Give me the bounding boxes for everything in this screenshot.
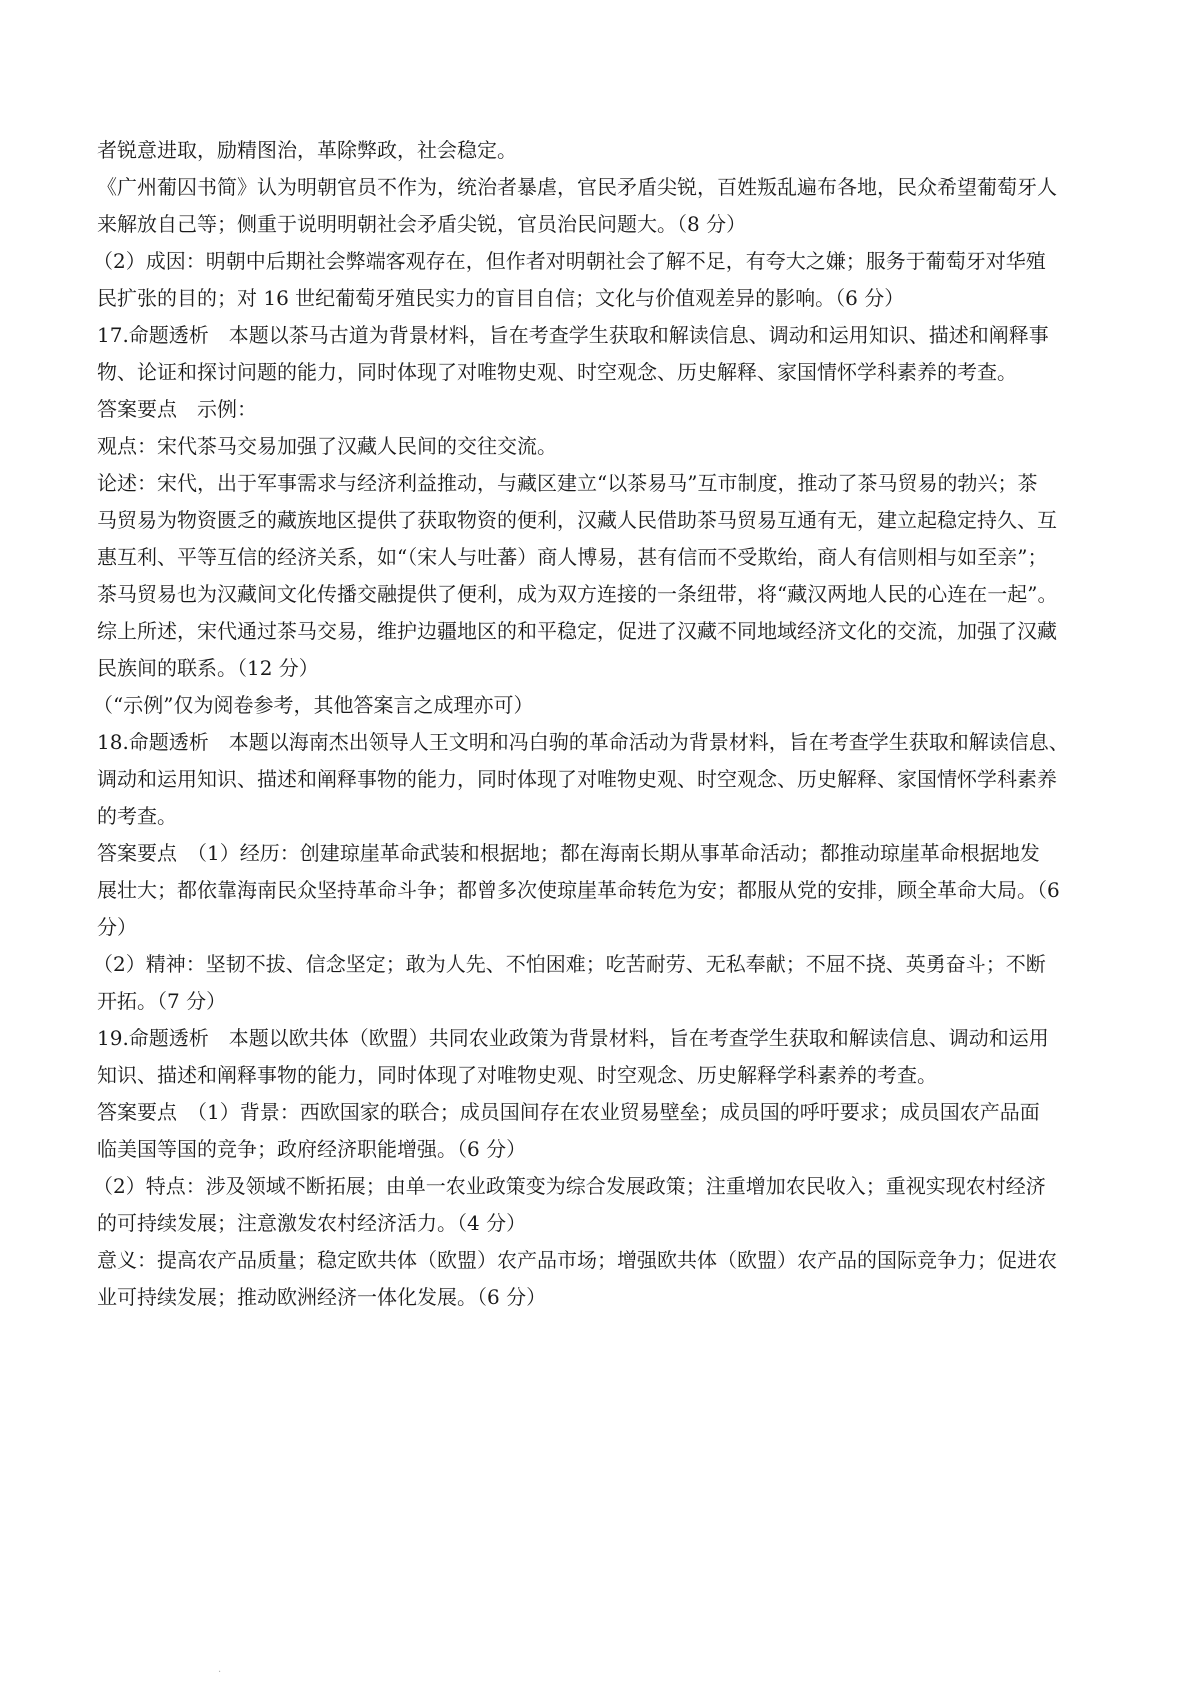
text-line: 分） [97,915,137,939]
text-line: 开拓。（7 分） [97,989,227,1013]
text-line: 惠互利、平等互信的经济关系，如“（宋人与吐蕃）商人博易，甚有信而不受欺绐，商人有信则相与如至亲”； [97,545,1048,569]
section-18-heading: 18.命题透析 本题以海南杰出领导人王文明和冯白驹的革命活动为背景材料，旨在考查学生获取和解读信息、 [97,730,1069,754]
text-line: 的考查。 [97,804,177,828]
text-line: 答案要点 示例： [97,397,257,421]
text-line: 物、论证和探讨问题的能力，同时体现了对唯物史观、时空观念、历史解释、家国情怀学科素养的考查。 [97,360,1017,384]
text-line: （2）成因：明朝中后期社会弊端客观存在，但作者对明朝社会了解不足，有夸大之嫌；服务于葡萄牙对华殖 [93,249,1046,273]
text-line: 展壮大；都依靠海南民众坚持革命斗争；都曾多次使琼崖革命转危为安；都服从党的安排，顾全革命大局。（6 [97,878,1060,902]
text-line: 知识、描述和阐释事物的能力，同时体现了对唯物史观、时空观念、历史解释学科素养的考查。 [97,1063,937,1087]
footer-mark: · [218,1667,222,1678]
section-17-heading: 17.命题透析 本题以茶马古道为背景材料，旨在考查学生获取和解读信息、调动和运用知识、描述和阐释事 [97,323,1049,347]
text-line: （“示例”仅为阅卷参考，其他答案言之成理亦可） [93,693,534,717]
text-line: 答案要点 （1）背景：西欧国家的联合；成员国间存在农业贸易壁垒；成员国的呼吁要求；成员国农产品面 [97,1100,1040,1124]
text-line: 综上所述，宋代通过茶马交易，维护边疆地区的和平稳定，促进了汉藏不同地域经济文化的交流，加强了汉藏 [97,619,1057,643]
text-line: 者锐意进取，励精图治，革除弊政，社会稳定。 [97,138,517,162]
text-line: 来解放自己等；侧重于说明明朝社会矛盾尖锐，官员治民问题大。（8 分） [97,212,747,236]
text-line: 马贸易为物资匮乏的藏族地区提供了获取物资的便利，汉藏人民借助茶马贸易互通有无，建立起稳定持久、互 [97,508,1057,532]
text-line: 民族间的联系。（12 分） [97,656,319,680]
text-line: 论述：宋代，出于军事需求与经济利益推动，与藏区建立“以茶易马”互市制度，推动了茶马贸易的勃兴；茶 [97,471,1038,495]
text-line: （2）精神：坚韧不拔、信念坚定；敢为人先、不怕困难；吃苦耐劳、无私奉献；不屈不挠、英勇奋斗；不断 [93,952,1046,976]
text-line: 答案要点 （1）经历：创建琼崖革命武装和根据地；都在海南长期从事革命活动；都推动琼崖革命根据地发 [97,841,1040,865]
text-line: 业可持续发展；推动欧洲经济一体化发展。（6 分） [97,1285,547,1309]
text-line: 意义：提高农产品质量；稳定欧共体（欧盟）农产品市场；增强欧共体（欧盟）农产品的国际竞争力；促进农 [97,1248,1057,1272]
text-line: 茶马贸易也为汉藏间文化传播交融提供了便利，成为双方连接的一条纽带，将“藏汉两地人民的心连在一起”。 [97,582,1058,606]
text-line: 民扩张的目的；对 16 世纪葡萄牙殖民实力的盲目自信；文化与价值观差异的影响。（6 分） [97,286,905,310]
text-line: 调动和运用知识、描述和阐释事物的能力，同时体现了对唯物史观、时空观念、历史解释、家国情怀学科素养 [97,767,1057,791]
text-line: 临美国等国的竞争；政府经济职能增强。（6 分） [97,1137,527,1161]
text-line: （2）特点：涉及领域不断拓展；由单一农业政策变为综合发展政策；注重增加农民收入；重视实现农村经济 [93,1174,1046,1198]
text-line: 的可持续发展；注意激发农村经济活力。（4 分） [97,1211,527,1235]
section-19-heading: 19.命题透析 本题以欧共体（欧盟）共同农业政策为背景材料，旨在考查学生获取和解读信息、调动和运用 [97,1026,1049,1050]
text-line: 观点：宋代茶马交易加强了汉藏人民间的交往交流。 [97,434,557,458]
text-line: 《广州葡囚书简》认为明朝官员不作为，统治者暴虐，官民矛盾尖锐，百姓叛乱遍布各地，民众希望葡萄牙人 [97,175,1057,199]
